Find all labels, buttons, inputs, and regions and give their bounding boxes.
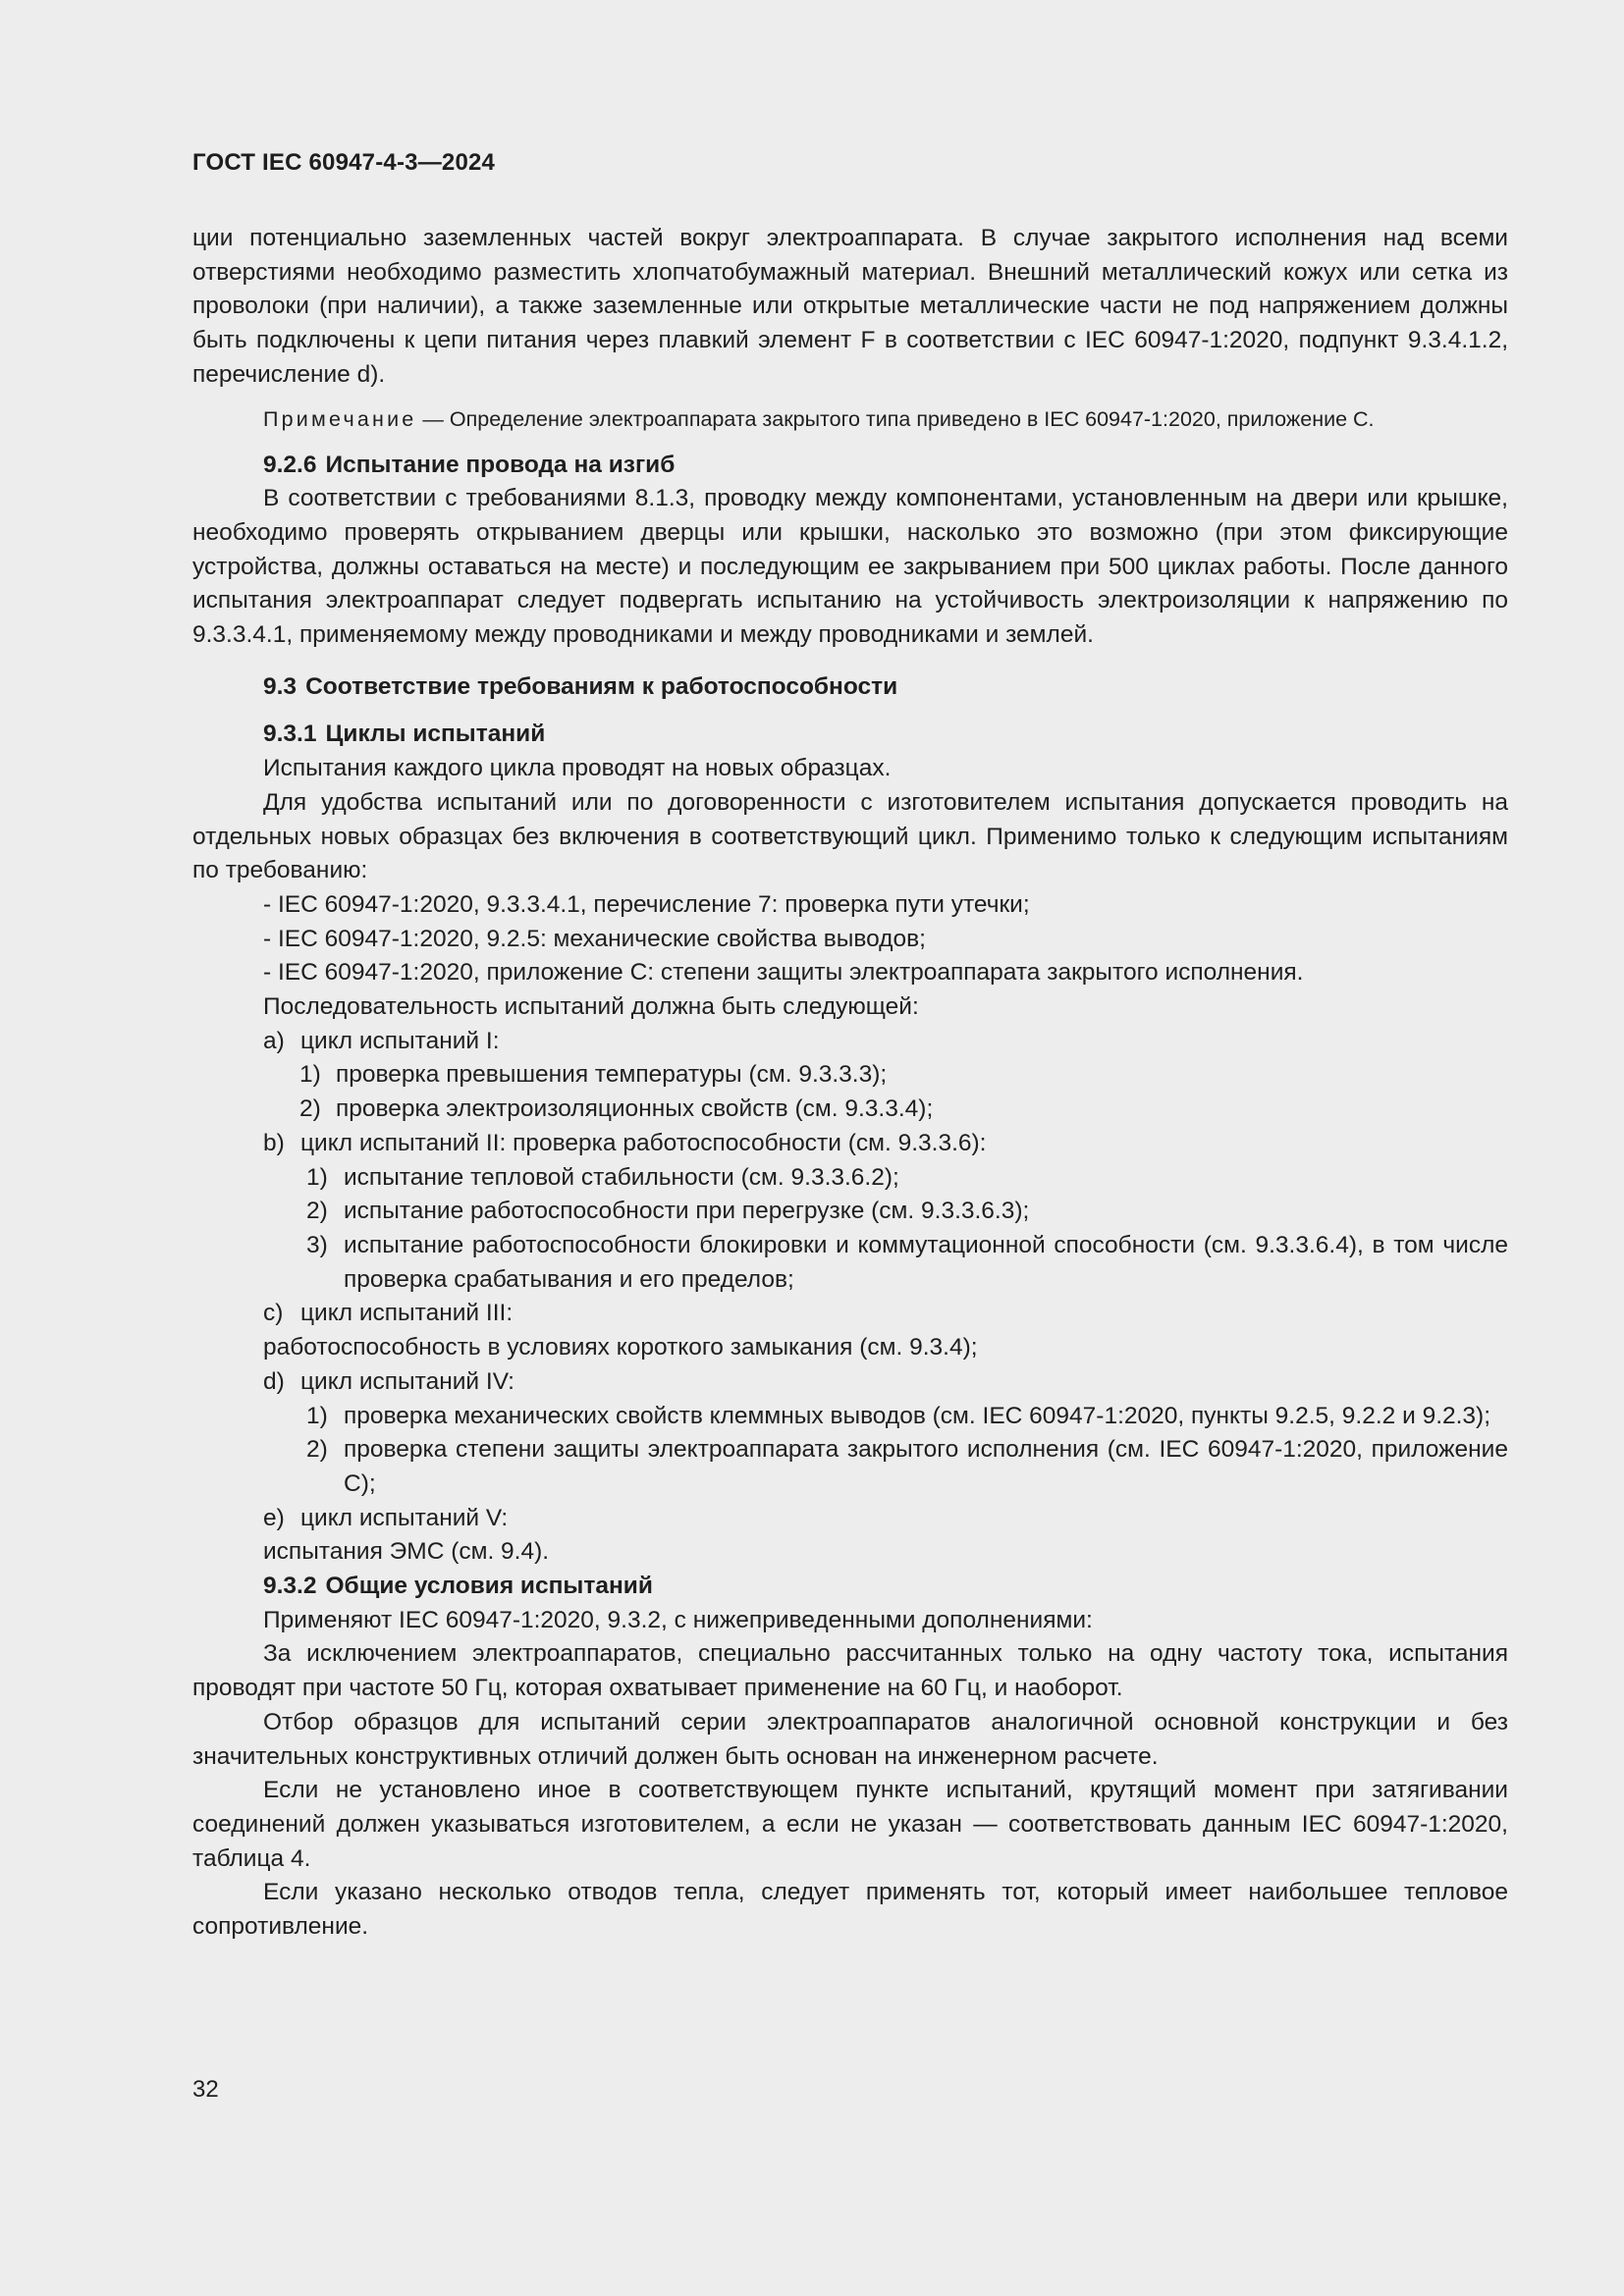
paragraph-9-3-2-e: Если указано несколько отводов тепла, следует применять тот, который имеет наибольшее тепловое сопротивление.	[192, 1879, 1508, 1941]
list-item-d	[192, 1365, 1508, 1400]
list-item-c	[192, 1297, 1508, 1331]
list-marker: 1)	[306, 1163, 328, 1191]
list-marker: b)	[263, 1129, 285, 1156]
list-item-d1	[192, 1400, 1508, 1434]
list-text: испытание тепловой стабильности (см. 9.3.3.6.2);	[344, 1163, 899, 1191]
list-marker: 1)	[306, 1402, 328, 1429]
heading-title: Циклы испытаний	[325, 721, 546, 748]
list-item-b2	[192, 1195, 1508, 1229]
list-item-a	[192, 1025, 1508, 1059]
heading-9-3-1	[192, 718, 1508, 752]
list-text: испытание работоспособности при перегрузке (см. 9.3.3.6.3);	[344, 1198, 1030, 1225]
list-item-a2	[192, 1093, 1508, 1127]
paragraph-9-3-1-b: Для удобства испытаний или по договоренности с изготовителем испытания допускается проводить на отдельных новых образцах без включения в соответствующий цикл. Применимо только к следующим испытаниям по требованию:	[192, 788, 1508, 884]
page-number: 32	[192, 2076, 219, 2103]
list-text: проверка электроизоляционных свойств (см. 9.3.3.4);	[336, 1095, 934, 1123]
list-marker: 1)	[299, 1061, 321, 1089]
list-item-b1	[192, 1161, 1508, 1196]
dash-item: - IEC 60947-1:2020, приложение C: степени защиты электроаппарата закрытого исполнения.	[263, 959, 1304, 987]
list-text: цикл испытаний IV:	[300, 1367, 514, 1395]
paragraph-9-3-2-b: За исключением электроаппаратов, специально рассчитанных только на одну частоту тока, испытания проводят при частоте 50 Гц, которая охватывает применение на 60 Гц, и наоборот.	[192, 1640, 1508, 1702]
note-label: Примечание	[263, 406, 417, 431]
heading-number: 9.2.6	[263, 451, 317, 478]
list-marker: 2)	[306, 1198, 328, 1225]
list-marker: 2)	[299, 1095, 321, 1123]
list-text: проверка превышения температуры (см. 9.3.3.3);	[336, 1061, 888, 1089]
list-text: цикл испытаний V:	[300, 1504, 509, 1531]
document-header: ГОСТ IEC 60947-4-3—2024	[192, 149, 496, 176]
note	[192, 404, 1508, 435]
list-item-a1	[192, 1058, 1508, 1093]
note-text: — Определение электроаппарата закрытого типа приведено в IEC 60947-1:2020, приложение C.	[416, 406, 1375, 431]
heading-9-3	[192, 670, 1508, 705]
list-marker: 3)	[306, 1231, 328, 1258]
list-marker: d)	[263, 1367, 285, 1395]
list-text: цикл испытаний III:	[300, 1300, 514, 1327]
list-text: испытание работоспособности блокировки и коммутационной способности (см. 9.3.3.6.4), в том числе проверка срабатывания и его пределов;	[344, 1231, 1508, 1293]
list-marker: c)	[263, 1300, 284, 1327]
paragraph-9-3-1-a: Испытания каждого цикла проводят на новых образцах.	[263, 755, 892, 782]
list-item-b	[192, 1127, 1508, 1161]
list-text: проверка степени защиты электроаппарата закрытого исполнения (см. IEC 60947-1:2020, приложение C);	[344, 1436, 1508, 1497]
paragraph-9-3-2-c: Отбор образцов для испытаний серии электроаппаратов аналогичной основной конструкции и без значительных конструктивных отличий должен быть основан на инженерном расчете.	[192, 1708, 1508, 1770]
heading-9-2-6	[192, 449, 1508, 483]
dash-item: - IEC 60947-1:2020, 9.2.5: механические свойства выводов;	[263, 925, 926, 952]
list-item-c-body: работоспособность в условиях короткого замыкания (см. 9.3.4);	[263, 1334, 978, 1362]
heading-number: 9.3	[263, 672, 298, 700]
paragraph-9-2-6: В соответствии с требованиями 8.1.3, проводку между компонентами, установленным на двери или крышке, необходимо проверять открыванием дверцы или крышки, насколько это возможно (при этом фиксирующие устройства, должны оставаться на месте) и последующим ее закрыванием при 500 циклах работы. После данного испытания электроаппарат следует подвергать испытанию на устойчивость электроизоляции к напряжению по 9.3.3.4.1, применяемому между проводниками и между проводниками и землей.	[192, 485, 1508, 649]
sequence-intro: Последовательность испытаний должна быть следующей:	[263, 993, 919, 1021]
list-item-d2	[192, 1433, 1508, 1501]
list-text: цикл испытаний II: проверка работоспособности (см. 9.3.3.6):	[300, 1129, 987, 1156]
list-marker: e)	[263, 1504, 285, 1531]
list-text: проверка механических свойств клеммных выводов (см. IEC 60947-1:2020, пункты 9.2.5, 9.2.2 и 9.2.3);	[344, 1402, 1491, 1429]
heading-title: Испытание провода на изгиб	[325, 451, 676, 478]
heading-9-3-2	[192, 1570, 1508, 1604]
paragraph-9-3-2-d: Если не установлено иное в соответствующем пункте испытаний, крутящий момент при затягивании соединений должен указываться изготовителем, а если не указан — соответствовать данным IEC 60947-1:2020, таблица 4.	[192, 1777, 1508, 1872]
paragraph-intro: ции потенциально заземленных частей вокруг электроаппарата. В случае закрытого исполнения над всеми отверстиями необходимо разместить хлопчатобумажный материал. Внешний металлический кожух или сетка из проволоки (при наличии), а также заземленные или открытые металлические части не под напряжением должны быть подключены к цепи питания через плавкий элемент F в соответствии с IEC 60947-1:2020, подпункт 9.3.4.1.2, перечисление d).	[192, 225, 1508, 388]
heading-title: Общие условия испытаний	[325, 1573, 653, 1600]
paragraph-9-3-2-a: Применяют IEC 60947-1:2020, 9.3.2, с нижеприведенными дополнениями:	[263, 1606, 1093, 1633]
list-item-e-body: испытания ЭМС (см. 9.4).	[263, 1538, 550, 1566]
list-text: цикл испытаний I:	[300, 1027, 500, 1054]
list-marker: 2)	[306, 1436, 328, 1464]
heading-number: 9.3.1	[263, 721, 317, 748]
heading-title: Соответствие требованиям к работоспособности	[305, 672, 898, 700]
list-item-b3	[192, 1229, 1508, 1297]
heading-number: 9.3.2	[263, 1573, 317, 1600]
list-item-e	[192, 1502, 1508, 1536]
dash-item: - IEC 60947-1:2020, 9.3.3.4.1, перечисление 7: проверка пути утечки;	[263, 890, 1030, 918]
list-marker: a)	[263, 1027, 285, 1054]
